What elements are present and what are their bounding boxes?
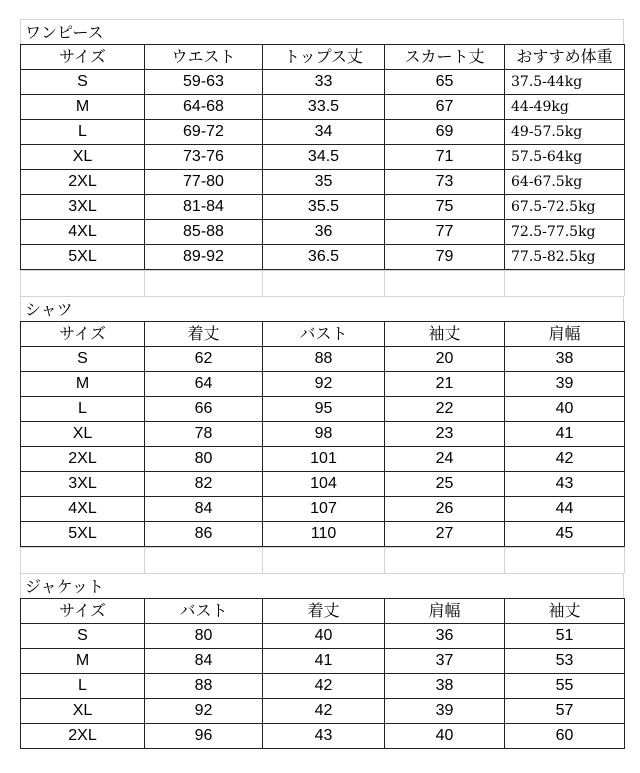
table-cell: 67.5-72.5kg bbox=[505, 195, 625, 220]
table-cell: 36.5 bbox=[263, 245, 385, 270]
header-row bbox=[21, 599, 625, 624]
table-row bbox=[21, 649, 625, 674]
table-cell: 77-80 bbox=[145, 170, 263, 195]
table-cell: 49-57.5kg bbox=[505, 120, 625, 145]
size-cell: L bbox=[21, 120, 145, 145]
jacket-size-table bbox=[20, 598, 625, 749]
table-cell: 27 bbox=[385, 522, 505, 547]
column-header: サイズ bbox=[21, 322, 145, 347]
column-header: おすすめ体重 bbox=[505, 45, 625, 70]
table-cell: 73 bbox=[385, 170, 505, 195]
table-cell: 69-72 bbox=[145, 120, 263, 145]
table-cell: 33.5 bbox=[263, 95, 385, 120]
dress-section-title: ワンピース bbox=[20, 19, 624, 44]
table-cell: 104 bbox=[263, 472, 385, 497]
table-cell: 41 bbox=[505, 422, 625, 447]
size-cell: L bbox=[21, 397, 145, 422]
table-row bbox=[21, 70, 625, 95]
table-cell: 37 bbox=[385, 649, 505, 674]
table-cell: 24 bbox=[385, 447, 505, 472]
spacer-row bbox=[20, 270, 624, 296]
table-row bbox=[21, 120, 625, 145]
table-cell: 25 bbox=[385, 472, 505, 497]
table-cell: 84 bbox=[145, 649, 263, 674]
table-cell: 37.5-44kg bbox=[505, 70, 625, 95]
size-cell: 2XL bbox=[21, 447, 145, 472]
table-row bbox=[21, 347, 625, 372]
table-cell: 88 bbox=[145, 674, 263, 699]
size-cell: 4XL bbox=[21, 497, 145, 522]
jacket-section-title: ジャケット bbox=[20, 573, 624, 598]
table-row bbox=[21, 245, 625, 270]
table-cell: 77 bbox=[385, 220, 505, 245]
table-cell: 33 bbox=[263, 70, 385, 95]
size-cell: M bbox=[21, 649, 145, 674]
size-cell: XL bbox=[21, 145, 145, 170]
table-cell: 82 bbox=[145, 472, 263, 497]
size-cell: S bbox=[21, 624, 145, 649]
table-row bbox=[21, 372, 625, 397]
table-cell: 67 bbox=[385, 95, 505, 120]
size-cell: 2XL bbox=[21, 170, 145, 195]
table-cell: 62 bbox=[145, 347, 263, 372]
table-row bbox=[21, 724, 625, 749]
table-cell: 69 bbox=[385, 120, 505, 145]
size-cell: M bbox=[21, 372, 145, 397]
size-cell: S bbox=[21, 70, 145, 95]
size-cell: 5XL bbox=[21, 522, 145, 547]
table-cell: 42 bbox=[505, 447, 625, 472]
column-header: 着丈 bbox=[145, 322, 263, 347]
table-cell: 65 bbox=[385, 70, 505, 95]
column-header: ウエスト bbox=[145, 45, 263, 70]
size-cell: 2XL bbox=[21, 724, 145, 749]
table-cell: 42 bbox=[263, 674, 385, 699]
size-cell: S bbox=[21, 347, 145, 372]
table-row bbox=[21, 522, 625, 547]
column-header: バスト bbox=[263, 322, 385, 347]
size-cell: 4XL bbox=[21, 220, 145, 245]
table-row bbox=[21, 422, 625, 447]
table-cell: 57 bbox=[505, 699, 625, 724]
table-cell: 26 bbox=[385, 497, 505, 522]
table-cell: 77.5-82.5kg bbox=[505, 245, 625, 270]
table-row bbox=[21, 170, 625, 195]
table-cell: 71 bbox=[385, 145, 505, 170]
table-cell: 88 bbox=[263, 347, 385, 372]
column-header: スカート丈 bbox=[385, 45, 505, 70]
size-cell: 3XL bbox=[21, 472, 145, 497]
table-row bbox=[21, 624, 625, 649]
table-cell: 40 bbox=[385, 724, 505, 749]
dress-size-table bbox=[20, 44, 625, 270]
size-cell: 3XL bbox=[21, 195, 145, 220]
table-cell: 35 bbox=[263, 170, 385, 195]
table-row bbox=[21, 497, 625, 522]
size-cell: XL bbox=[21, 699, 145, 724]
table-cell: 39 bbox=[505, 372, 625, 397]
table-cell: 73-76 bbox=[145, 145, 263, 170]
table-cell: 53 bbox=[505, 649, 625, 674]
table-cell: 60 bbox=[505, 724, 625, 749]
table-cell: 51 bbox=[505, 624, 625, 649]
size-cell: L bbox=[21, 674, 145, 699]
column-header: サイズ bbox=[21, 45, 145, 70]
header-row bbox=[21, 322, 625, 347]
table-cell: 92 bbox=[145, 699, 263, 724]
table-cell: 44 bbox=[505, 497, 625, 522]
table-cell: 42 bbox=[263, 699, 385, 724]
table-cell: 21 bbox=[385, 372, 505, 397]
table-cell: 44-49kg bbox=[505, 95, 625, 120]
table-row bbox=[21, 220, 625, 245]
table-row bbox=[21, 145, 625, 170]
table-cell: 98 bbox=[263, 422, 385, 447]
table-cell: 43 bbox=[505, 472, 625, 497]
table-row bbox=[21, 195, 625, 220]
column-header: 肩幅 bbox=[505, 322, 625, 347]
size-chart-sheet bbox=[20, 19, 624, 749]
table-cell: 64 bbox=[145, 372, 263, 397]
table-cell: 41 bbox=[263, 649, 385, 674]
table-cell: 95 bbox=[263, 397, 385, 422]
table-row bbox=[21, 674, 625, 699]
table-cell: 40 bbox=[505, 397, 625, 422]
table-row bbox=[21, 397, 625, 422]
size-cell: 5XL bbox=[21, 245, 145, 270]
table-row bbox=[21, 95, 625, 120]
shirt-section-title: シャツ bbox=[20, 296, 624, 321]
table-cell: 89-92 bbox=[145, 245, 263, 270]
table-cell: 80 bbox=[145, 624, 263, 649]
table-cell: 64-67.5kg bbox=[505, 170, 625, 195]
table-row bbox=[21, 447, 625, 472]
column-header: バスト bbox=[145, 599, 263, 624]
column-header: トップス丈 bbox=[263, 45, 385, 70]
column-header: サイズ bbox=[21, 599, 145, 624]
table-cell: 96 bbox=[145, 724, 263, 749]
table-row bbox=[21, 699, 625, 724]
table-cell: 57.5-64kg bbox=[505, 145, 625, 170]
table-cell: 36 bbox=[385, 624, 505, 649]
header-row bbox=[21, 45, 625, 70]
spacer-row bbox=[20, 547, 624, 573]
size-cell: XL bbox=[21, 422, 145, 447]
table-cell: 85-88 bbox=[145, 220, 263, 245]
table-cell: 39 bbox=[385, 699, 505, 724]
table-cell: 38 bbox=[385, 674, 505, 699]
table-cell: 59-63 bbox=[145, 70, 263, 95]
table-cell: 22 bbox=[385, 397, 505, 422]
column-header: 袖丈 bbox=[385, 322, 505, 347]
table-row bbox=[21, 472, 625, 497]
table-cell: 72.5-77.5kg bbox=[505, 220, 625, 245]
table-cell: 43 bbox=[263, 724, 385, 749]
table-cell: 81-84 bbox=[145, 195, 263, 220]
table-cell: 92 bbox=[263, 372, 385, 397]
shirt-size-table bbox=[20, 321, 625, 547]
table-cell: 38 bbox=[505, 347, 625, 372]
table-cell: 34.5 bbox=[263, 145, 385, 170]
table-cell: 34 bbox=[263, 120, 385, 145]
table-cell: 107 bbox=[263, 497, 385, 522]
column-header: 着丈 bbox=[263, 599, 385, 624]
table-cell: 110 bbox=[263, 522, 385, 547]
table-cell: 79 bbox=[385, 245, 505, 270]
table-cell: 101 bbox=[263, 447, 385, 472]
table-cell: 36 bbox=[263, 220, 385, 245]
table-cell: 78 bbox=[145, 422, 263, 447]
table-cell: 35.5 bbox=[263, 195, 385, 220]
table-cell: 45 bbox=[505, 522, 625, 547]
column-header: 肩幅 bbox=[385, 599, 505, 624]
table-cell: 66 bbox=[145, 397, 263, 422]
table-cell: 20 bbox=[385, 347, 505, 372]
table-cell: 75 bbox=[385, 195, 505, 220]
table-cell: 86 bbox=[145, 522, 263, 547]
size-cell: M bbox=[21, 95, 145, 120]
table-cell: 80 bbox=[145, 447, 263, 472]
table-cell: 40 bbox=[263, 624, 385, 649]
table-cell: 55 bbox=[505, 674, 625, 699]
table-cell: 64-68 bbox=[145, 95, 263, 120]
column-header: 袖丈 bbox=[505, 599, 625, 624]
table-cell: 84 bbox=[145, 497, 263, 522]
table-cell: 23 bbox=[385, 422, 505, 447]
